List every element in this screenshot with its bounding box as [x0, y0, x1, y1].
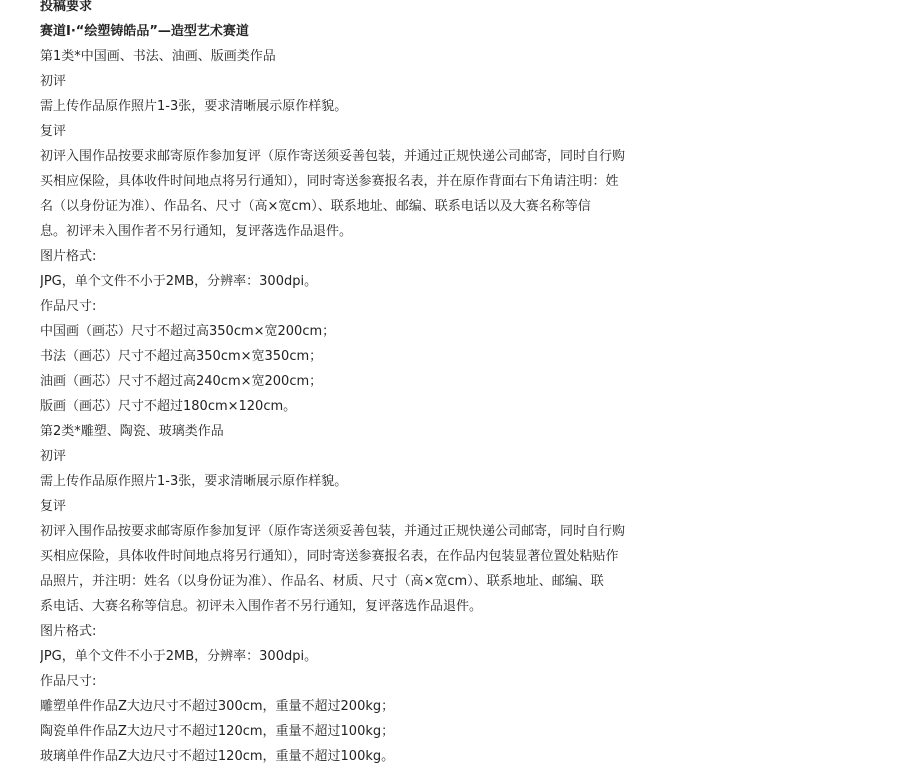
second-review-paragraph-line: 买相应保险，具体收件时间地点将另行通知），同时寄送参赛报名表，并在原作背面右下角请注明：姓 — [40, 174, 619, 189]
image-format-text: JPG，单个文件不小于2MB，分辨率：300dpi。 — [40, 649, 318, 664]
second-review-label: 复评 — [40, 124, 67, 139]
category-1-heading: 第1类*中国画、书法、油画、版画类作品 — [40, 49, 276, 64]
size-item: 陶瓷单件作品Z大边尺寸不超过120cm，重量不超过100kg； — [40, 724, 395, 739]
page-title: 投稿要求 — [40, 0, 93, 14]
size-item: 雕塑单件作品Z大边尺寸不超过300cm，重量不超过200kg； — [40, 699, 395, 714]
size-item: 中国画（画芯）尺寸不超过高350cm×宽200cm； — [40, 324, 336, 339]
size-label: 作品尺寸: — [40, 299, 97, 314]
image-format-label: 图片格式: — [40, 249, 97, 264]
image-format-label: 图片格式: — [40, 624, 97, 639]
initial-review-text: 需上传作品原作照片1-3张，要求清晰展示原作样貌。 — [40, 474, 348, 489]
category-2-heading: 第2类*雕塑、陶瓷、玻璃类作品 — [40, 424, 224, 439]
category-1-section — [40, 44, 680, 419]
size-label: 作品尺寸: — [40, 674, 97, 689]
second-review-paragraph-line: 初评入围作品按要求邮寄原作参加复评（原作寄送须妥善包装，并通过正规快递公司邮寄，同时自行购 — [40, 524, 626, 539]
initial-review-label: 初评 — [40, 449, 67, 464]
second-review-paragraph-line: 名（以身份证为准）、作品名、尺寸（高×宽cm）、联系地址、邮编、联系电话以及大赛名称等信 — [40, 199, 591, 214]
second-review-paragraph-line: 息。初评未入围作者不另行通知，复评落选作品退件。 — [40, 224, 353, 239]
second-review-paragraph-line: 品照片，并注明：姓名（以身份证为准）、作品名、材质、尺寸（高×宽cm）、联系地址、邮编、联 — [40, 574, 604, 589]
size-item: 玻璃单件作品Z大边尺寸不超过120cm，重量不超过100kg。 — [40, 749, 395, 764]
second-review-paragraph-line: 买相应保险，具体收件时间地点将另行通知），同时寄送参赛报名表，在作品内包装显著位置处粘贴作 — [40, 549, 619, 564]
image-format-text: JPG，单个文件不小于2MB，分辨率：300dpi。 — [40, 274, 318, 289]
size-item: 版画（画芯）尺寸不超过180cm×120cm。 — [40, 399, 297, 414]
track-title: 赛道I·“绘塑铸皓品”—造型艺术赛道 — [40, 24, 249, 39]
category-2-section — [40, 419, 680, 769]
document-body — [40, 0, 680, 769]
initial-review-label: 初评 — [40, 74, 67, 89]
second-review-paragraph-line: 系电话、大赛名称等信息。初评未入围作者不另行通知，复评落选作品退件。 — [40, 599, 483, 614]
second-review-paragraph-line: 初评入围作品按要求邮寄原作参加复评（原作寄送须妥善包装，并通过正规快递公司邮寄，同时自行购 — [40, 149, 626, 164]
size-item: 油画（画芯）尺寸不超过高240cm×宽200cm； — [40, 374, 323, 389]
initial-review-text: 需上传作品原作照片1-3张，要求清晰展示原作样貌。 — [40, 99, 348, 114]
size-item: 书法（画芯）尺寸不超过高350cm×宽350cm； — [40, 349, 323, 364]
second-review-label: 复评 — [40, 499, 67, 514]
